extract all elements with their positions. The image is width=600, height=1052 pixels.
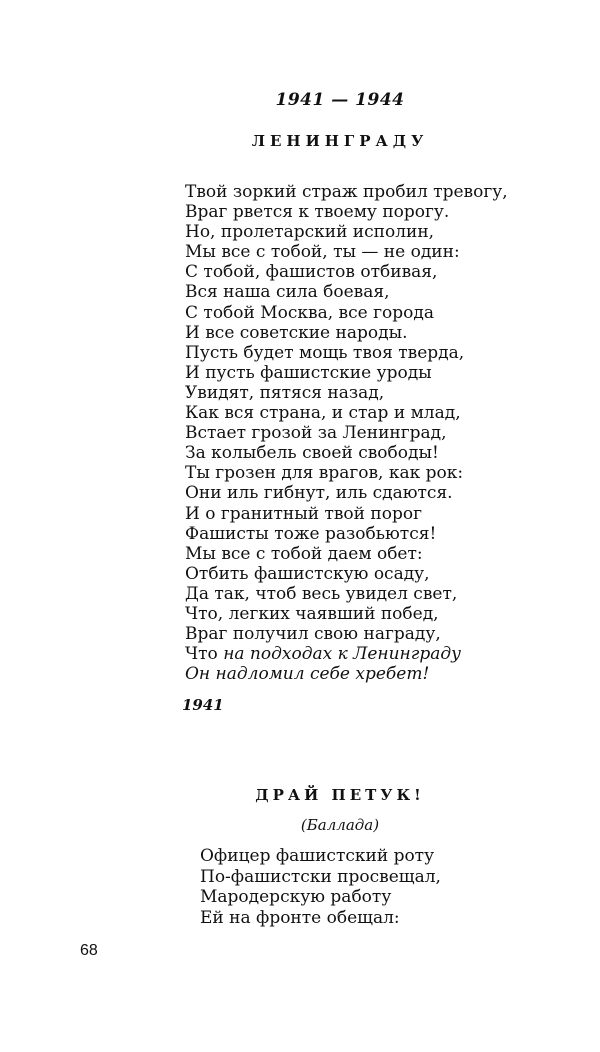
poem-line: Твой зоркий страж пробил тревогу,	[185, 182, 508, 202]
poem-line: Встает грозой за Ленинград,	[185, 423, 447, 444]
poem-line: И все советские народы.	[185, 322, 408, 343]
poem-line: Мы все с тобой даем обет:	[185, 543, 423, 564]
poem-line: Увидят, пятяся назад,	[185, 382, 385, 403]
poem-line: И пусть фашистские уроды	[185, 362, 432, 383]
poem-line: По-фашистски просвещал,	[200, 866, 441, 887]
poem-line: Пусть будет мощь твоя тверда,	[185, 342, 465, 363]
poem-date: 1941	[182, 696, 224, 714]
poem-line: Мы все с тобой, ты — не один:	[185, 242, 460, 263]
poem-line: Что, легких чаявший побед,	[185, 603, 439, 624]
poem-line: Ей на фронте обещал:	[200, 907, 400, 928]
poem-line: С тобой Москва, все города	[185, 302, 434, 323]
poem-line: Отбить фашистскую осаду,	[185, 563, 430, 584]
poem-line-mixed	[185, 644, 508, 664]
poem-line: С тобой, фашистов отбивая,	[185, 262, 438, 283]
poem-line: И о гранитный твой порог	[185, 503, 422, 524]
poem-line: Да так, чтоб весь увидел свет,	[185, 583, 458, 604]
section-years-heading: 1941 — 1944	[275, 90, 405, 110]
poem-leningradu-stanza	[185, 182, 508, 684]
page-number: 68	[80, 942, 98, 959]
poem-line-italic: Он надломил себе хребет!	[185, 664, 430, 685]
poem-line-prefix: Что	[185, 644, 224, 665]
poem-line: Как вся страна, и стар и млад,	[185, 403, 461, 424]
poem-line: Мародерскую работу	[200, 887, 392, 907]
poem-drai-petuk-stanza	[200, 846, 441, 928]
poem-line: Но, пролетарский исполин,	[185, 222, 435, 243]
poem-line: Офицер фашистский роту	[200, 846, 435, 866]
poem-line: Враг рвется к твоему порогу.	[185, 202, 450, 223]
poem-line: Вся наша сила боевая,	[185, 282, 390, 303]
poem-line: Враг получил свою награду,	[185, 624, 441, 645]
poem-title-drai-petuk: ДРАЙ ПЕТУК!	[255, 786, 425, 804]
poem-title-leningradu: ЛЕНИНГРАДУ	[251, 132, 429, 150]
poem-line: Они иль гибнут, иль сдаются.	[185, 483, 453, 504]
poem-subtitle: (Баллада)	[300, 816, 380, 834]
poem-line: За колыбель своей свободы!	[185, 443, 439, 464]
poem-line: Ты грозен для врагов, как рок:	[185, 463, 464, 484]
poem-line: Фашисты тоже разобьются!	[185, 523, 437, 544]
poem-line-italic: на подходах к Ленинграду	[223, 644, 461, 665]
